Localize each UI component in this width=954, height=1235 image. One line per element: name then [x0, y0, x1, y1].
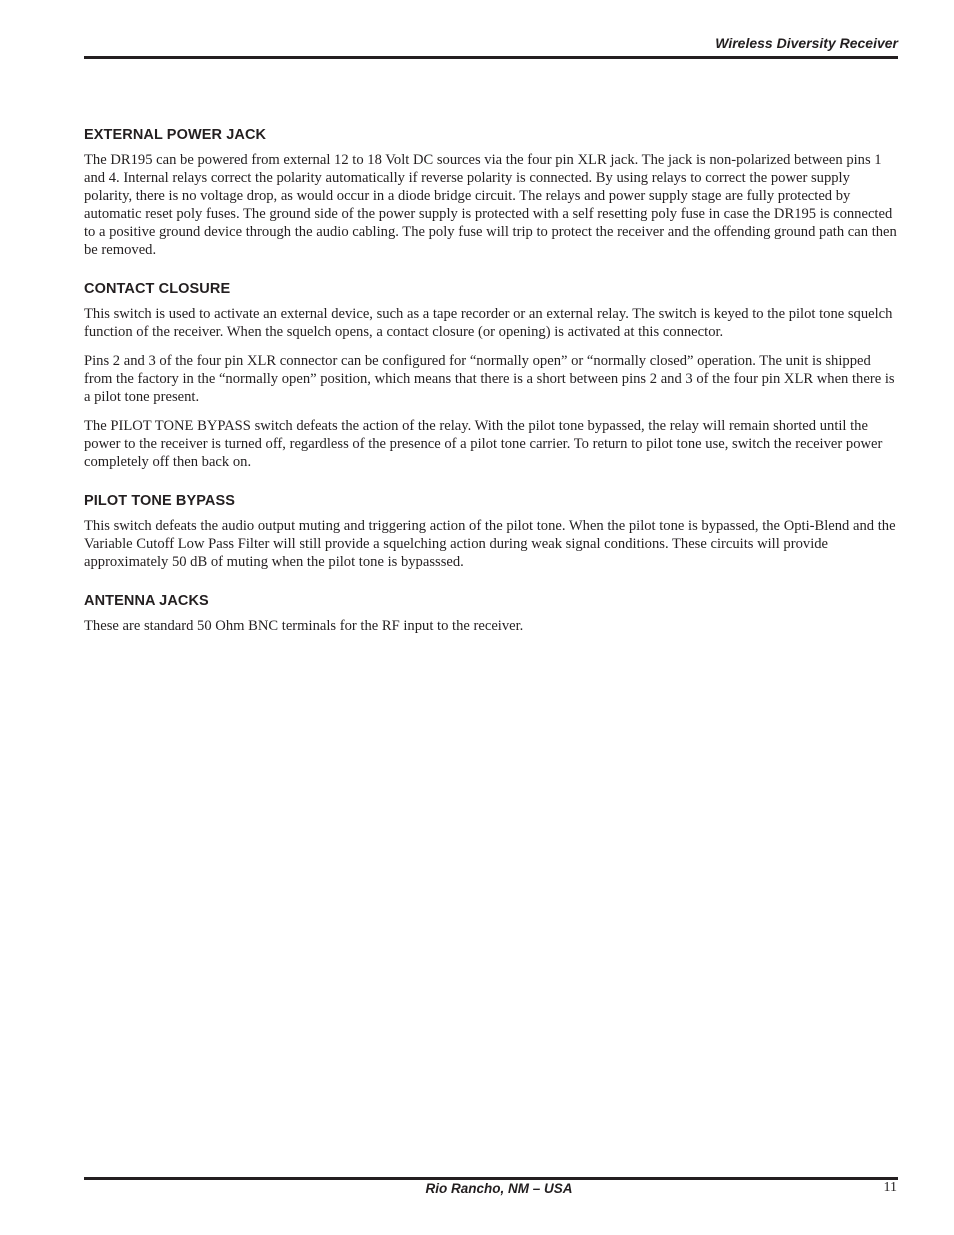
- footer-location: Rio Rancho, NM – USA: [425, 1181, 573, 1196]
- section-pilot-tone-bypass: [84, 491, 898, 571]
- paragraph: This switch is used to activate an external device, such as a tape recorder or an external relay. The switch is keyed to the pilot tone squelch function of the receiver. When the squelch opens, a contact closure (or opening) is activated at this connector.: [84, 306, 893, 340]
- section-heading: EXTERNAL POWER JACK: [84, 127, 267, 143]
- section-contact-closure: [84, 279, 898, 471]
- section-external-power-jack: [84, 125, 898, 259]
- paragraph: The DR195 can be powered from external 12 to 18 Volt DC sources via the four pin XLR jack. The jack is non-polarized between pins 1 and 4. Internal relays correct the polarity automatically if reverse polarity is connected. By using relays to correct the power supply polarity, there is no voltage drop, as would occur in a diode bridge circuit. The relays and power supply stage are fully protected by automatic reset poly fuses. The ground side of the power supply is protected with a self resetting poly fuse in case the DR195 is connected to a positive ground device through the audio cabling. The poly fuse will trip to protect the receiver and the offending ground path can then be removed.: [84, 152, 897, 258]
- paragraph: The PILOT TONE BYPASS switch defeats the action of the relay. With the pilot tone bypassed, the relay will remain shorted until the power to the receiver is turned off, regardless of the presence of a pilot tone carrier. To return to pilot tone use, switch the receiver power completely off then back on.: [84, 418, 883, 470]
- section-heading: ANTENNA JACKS: [84, 593, 209, 609]
- footer-rule: [84, 1177, 898, 1180]
- header-rule: [84, 56, 898, 59]
- section-heading: PILOT TONE BYPASS: [84, 493, 236, 509]
- section-antenna-jacks: [84, 591, 898, 635]
- paragraph: This switch defeats the audio output muting and triggering action of the pilot tone. When the pilot tone is bypassed, the Opti-Blend and the Variable Cutoff Low Pass Filter will still provide a squelching action during weak signal conditions. These circuits will provide approximately 50 dB of muting when the pilot tone is bypasssed.: [84, 518, 896, 570]
- header-title: Wireless Diversity Receiver: [715, 35, 898, 51]
- paragraph: Pins 2 and 3 of the four pin XLR connector can be configured for “normally open” or “normally closed” operation. The unit is shipped from the factory in the “normally open” position, which means that there is a short between pins 2 and 3 of the four pin XLR when there is a pilot tone present.: [84, 353, 895, 405]
- document-body: [84, 125, 898, 635]
- paragraph: These are standard 50 Ohm BNC terminals for the RF input to the receiver.: [84, 618, 524, 634]
- page-number: 11: [883, 1180, 897, 1195]
- page-header: [84, 34, 898, 56]
- section-heading: CONTACT CLOSURE: [84, 281, 231, 297]
